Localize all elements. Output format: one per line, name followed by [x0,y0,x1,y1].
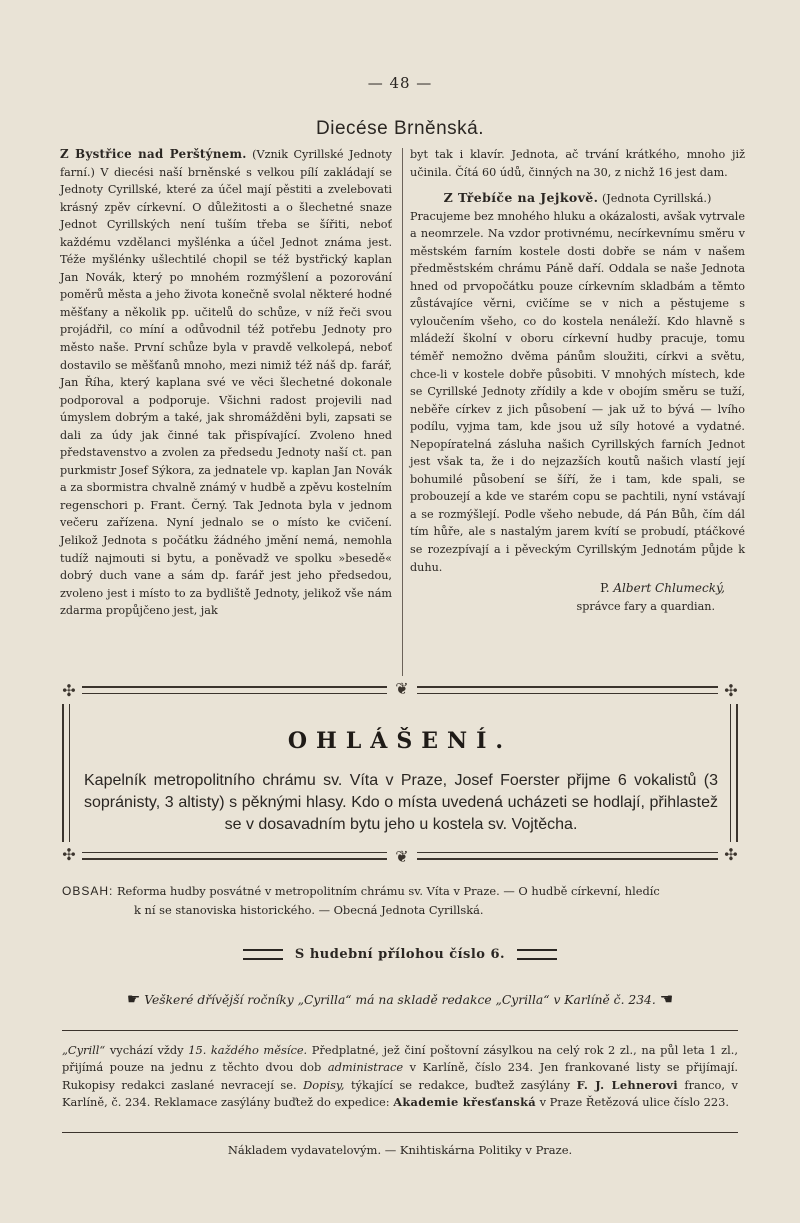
article-heading: Z Bystřice nad Perštýnem. [60,147,247,161]
article-bystrice [60,146,392,620]
publisher-line: Nákladem vydavatelovým. — Knihtiskárna Politiky v Praze. [227,1143,573,1157]
contents-line-2: k ní se stanoviska historického. — Obecná Jednota Cyrillská. [134,902,484,917]
announcement-text: Kapelník metropolitního chrámu sv. Víta v Praze, Josef Foerster přijme 6 vokalistů (3 sopránisty, 3 altisty) s pěknými hlasy. Kdo o místa uvedená ucházeti se hodlají, přihlastež se v dosavadním bytu jeho u kostela sv. Vojtěcha. [84,772,718,833]
divider-rule [62,1030,738,1031]
center-ornament-icon: ❦ [387,844,417,870]
article-text: (Vznik Cyrillské Jednoty farní.) V diecési naší brněnské s velkou pílí zakládají se Jednoty Cyrillské, které za účel mají pěstiti a zvelebovati krásný zpěv církevní. O důležitosti a o šlechetné snaze Jednot Cyrillských není tuším třeba se šířiti, neboť každému vzdělanci myšlénka a účel Jednot známa jest. Téže myšlénky ušlechtilé chopil se též bystřický kaplan Jan Novák, který po mnohém rozmýšlení a pozorování poměrů města a jeho života konečně svolal některé hodné měšťany a několik pp. učitelů do schůze, v níž řeči svou projádřil, co míní a odůvodnil též potřebu Jednoty pro město naše. První schůze byla v pravdě velkolepá, neboť dostavilo se měšťanů mnoho, mezi nimiž též náš dp. farář, Jan Říha, který kaplana své ve věci šlechetné dokonale podporoval a podporuje. Všichni radost projevili nad úmyslem dobrým a také, jak shromážděni byli, zapsati se dali za údy jak činné tak přispívající. Zvoleno hned představenstvo a zvolen za předsedu Jednoty naší ct. pan purkmistr Josef Sýkora, za jednatele vp. kaplan Jan Novák a za sbormistra chvalně známý v hudbě a zpěvu kostelním regenschori p. Frant. Černý. Tak Jednota byla v jednom večeru zařízena. Nyní jednalo se o místo ke cvičení. Jelikož Jednota s počátku žádného jmění nemá, nemohla tudíž najmouti si bytu, a poněvadž ve spolku »besedě« dobrý duch vane a sám dp. farář jest jeho předsedou, zvoleno jest i místo to za bydliště Jednoty, jelikož vše nám zdarma propůjčeno jest, jak [60,148,392,618]
back-issues-notice: ☛ Veškeré dřívější ročníky „Cyrilla“ má na skladě redakce „Cyrilla“ v Karlíně č. 234. ☚ [126,990,674,1008]
subscription-info: „Cyrill“ vychází vždy 15. každého měsíce. Předplatné, jež činí poštovní zásylkou na celý rok 2 zl., na půl leta 1 zl., přijímá pouze na jednu z těchto dvou dob administrace v Karlíně, číslo 234. Jen frankované listy se přijímají. Rukopisy redakci zaslané nevracejí se. Dopisy, týkající se redakce, buďtež zasýlány F. J. Lehnerovi franco, v Karlíně, č. 234. Reklamace zasýlány buďtež do expedice: Akademie křesťanská v Praze Řetězová ulice číslo 223. [62,1043,738,1110]
signature-name: Albert Chlumecký, [613,581,725,596]
center-ornament-icon: ❦ [387,676,417,702]
page-number: — 48 — [367,74,433,92]
decorative-bars-icon [243,949,283,960]
contents-line-1: OBSAH: Reforma hudby posvátné v metropolitním chrámu sv. Víta v Praze. — O hudbě církevní, hledíc [62,884,660,898]
decorative-bars-icon [517,949,557,960]
music-supplement-notice: S hudební přílohou číslo 6. [0,947,800,962]
announcement-box [62,679,738,866]
section-title: Diecése Brněnská. [316,118,484,139]
contents-label: OBSAH: [62,884,114,898]
signature: P. Albert Chlumecký, [600,581,725,596]
two-column-body [60,146,745,694]
right-column [410,146,745,615]
column-divider [402,148,403,686]
contents-block [62,882,738,919]
corner-ornament-icon: ✣ [56,678,82,704]
left-column [60,146,392,620]
article-continuation: byt tak i klavír. Jednota, ač trvání krátkého, mnoho již učinila. Čítá 60 údů, činných na 30, z nichž 16 jest dam. [410,148,745,179]
article-heading: Z Třebíče na Jejkově. [443,190,599,206]
article-heading-note: (Jednota Cyrillská.) [598,192,712,206]
corner-ornament-icon: ✣ [718,842,744,868]
article-trebic: Pracujeme bez mnohého hluku a okázalosti, avšak vytrvale a neomrzele. Na vzdor protivnému, necírkevnímu směru v městském farním kostele dosti dobře se nám v našem předměstském chrámu Páně daří. Oddala se naše Jednota hned od prvopočátku pouze církevním skladbám a těmto zůstávajíce věrni, cvičíme se v nich a pěstujeme s vyloučením všeho, co do kostela nenáleží. Kdo hlavně s mládeží školní v oboru církevní hudby pracuje, tomu téměř nemožno dvěma pánům sloužiti, církvi a světu, chce-li v kostele dobře působiti. V mnohých místech, kde se Cyrillské Jednoty zřídily a kde v obojím směru se tuží, neběře církev z jich působení — jak už to bývá — lvího podílu, vyjma tam, kde jsou už síly hotové a vydatné. Nepopíratelná zásluha našich Cyrillských farních Jednot jest však ta, že i do nejzazších koutů našich vlastí její bohumilé působení se šíří, že i tam, kde spali, se probouzejí a kde ve starém copu se pachtili, nyní vstávají a se rozmýšlejí. Podle všeho nebude, dá Pán Bůh, čím dál tím hůře, ale s nastalým jarem kvítí se probudí, ptáčkové se rozezpívají a i pěveckým Cyrillským Jednotám půjde k duhu. [410,209,745,574]
pointing-hand-icon: ☛ [126,990,141,1008]
signature-role: správce fary a quardian. [576,599,715,613]
article-trebic-heading-line [410,189,745,208]
announcement-title: OHLÁŠENÍ. [287,728,513,754]
corner-ornament-icon: ✣ [56,842,82,868]
divider-rule [62,1132,738,1133]
corner-ornament-icon: ✣ [718,678,744,704]
pointing-hand-icon: ☚ [659,990,674,1008]
